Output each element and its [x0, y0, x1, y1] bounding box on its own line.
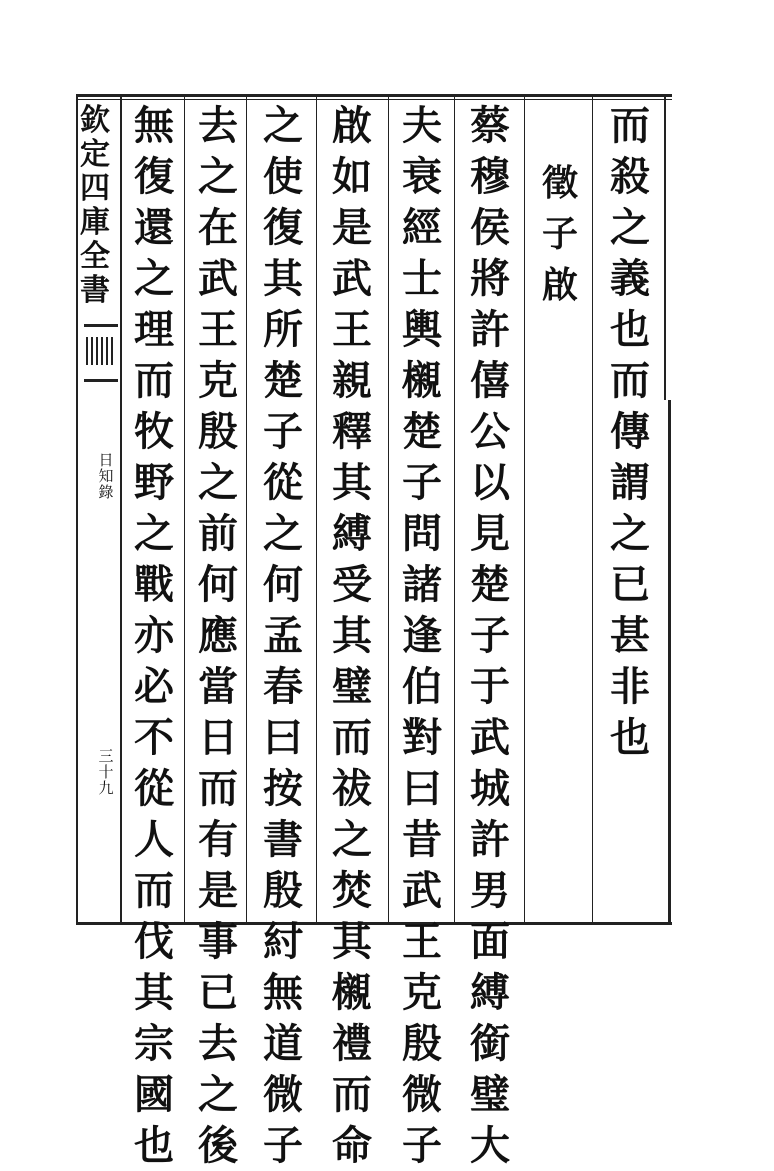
text-char: 不 [134, 714, 174, 761]
volume-char: 錄 [98, 483, 114, 501]
section-heading [532, 160, 588, 990]
text-char: 何 [263, 561, 303, 608]
text-char: 而 [610, 102, 650, 149]
fish-tail-mark [84, 324, 118, 382]
text-char: 也 [134, 1122, 174, 1169]
column-divider [246, 97, 247, 924]
text-char: 櫬 [402, 357, 442, 404]
text-char: 禮 [332, 1020, 372, 1067]
text-char: 子 [470, 612, 510, 659]
text-column-5 [324, 100, 380, 1169]
text-char: 侯 [470, 204, 510, 251]
volume-char: 知 [98, 467, 114, 485]
text-char: 是 [332, 204, 372, 251]
text-char: 啟 [332, 102, 372, 149]
book-title [80, 104, 116, 308]
text-char: 王 [332, 306, 372, 353]
text-char: 楚 [263, 357, 303, 404]
text-char: 受 [332, 561, 372, 608]
text-char: 野 [134, 459, 174, 506]
right-border [668, 400, 671, 925]
text-char: 克 [402, 969, 442, 1016]
text-char: 應 [198, 612, 238, 659]
text-char: 親 [332, 357, 372, 404]
text-char: 理 [134, 306, 174, 353]
text-char: 問 [402, 510, 442, 557]
text-char: 衰 [402, 153, 442, 200]
text-char: 公 [470, 408, 510, 455]
text-char: 而 [610, 357, 650, 404]
text-char: 子 [402, 459, 442, 506]
text-char: 之 [263, 102, 303, 149]
text-char: 其 [332, 459, 372, 506]
text-char: 甚 [610, 612, 650, 659]
text-char: 子 [402, 1122, 442, 1169]
text-char: 夫 [402, 102, 442, 149]
book-title-char: 全 [80, 239, 110, 274]
text-char: 而 [198, 765, 238, 812]
text-char: 之 [610, 204, 650, 251]
left-margin-divider [120, 94, 122, 925]
text-char: 其 [134, 969, 174, 1016]
text-char: 以 [470, 459, 510, 506]
text-char: 還 [134, 204, 174, 251]
text-char: 微 [402, 1071, 442, 1118]
text-char: 去 [198, 1020, 238, 1067]
text-char: 將 [470, 255, 510, 302]
text-char: 見 [470, 510, 510, 557]
text-char: 武 [470, 714, 510, 761]
column-divider [316, 97, 317, 924]
book-title-char: 定 [80, 137, 110, 172]
text-char: 使 [263, 153, 303, 200]
text-char: 王 [198, 306, 238, 353]
volume-char: 日 [98, 451, 114, 469]
text-char: 武 [198, 255, 238, 302]
page-number-char: 三 [98, 747, 114, 765]
text-char: 殷 [263, 867, 303, 914]
text-char: 克 [198, 357, 238, 404]
text-char: 殷 [402, 1020, 442, 1067]
text-char: 也 [610, 714, 650, 761]
text-char: 對 [402, 714, 442, 761]
text-char: 復 [263, 204, 303, 251]
text-char: 徵 [541, 162, 578, 204]
text-char: 去 [198, 102, 238, 149]
text-char: 殺 [610, 153, 650, 200]
text-char: 啟 [541, 264, 578, 306]
text-char: 如 [332, 153, 372, 200]
text-char: 已 [610, 561, 650, 608]
text-char: 銜 [470, 1020, 510, 1067]
text-char: 必 [134, 663, 174, 710]
text-char: 非 [610, 663, 650, 710]
text-char: 之 [610, 510, 650, 557]
text-char: 是 [198, 867, 238, 914]
text-column-8 [126, 100, 182, 1169]
text-char: 而 [332, 1071, 372, 1118]
text-char: 從 [263, 459, 303, 506]
text-char: 伯 [402, 663, 442, 710]
text-char: 子 [263, 1122, 303, 1169]
text-char: 縛 [332, 510, 372, 557]
text-char: 逢 [402, 612, 442, 659]
text-column-1 [602, 100, 658, 930]
column-divider [454, 97, 455, 924]
text-char: 無 [134, 102, 174, 149]
text-char: 孟 [263, 612, 303, 659]
top-border [76, 94, 672, 97]
book-title-text [80, 104, 116, 308]
text-char: 城 [470, 765, 510, 812]
book-title-char: 欽 [80, 103, 110, 138]
text-char: 許 [470, 816, 510, 863]
text-char: 王 [402, 918, 442, 965]
text-char: 其 [332, 612, 372, 659]
text-char: 之 [332, 816, 372, 863]
text-char: 昔 [402, 816, 442, 863]
text-char: 曰 [263, 714, 303, 761]
text-char: 櫬 [332, 969, 372, 1016]
text-char: 復 [134, 153, 174, 200]
text-char: 命 [332, 1122, 372, 1169]
page-number-char: 九 [98, 779, 114, 797]
text-char: 按 [263, 765, 303, 812]
text-char: 之 [198, 459, 238, 506]
text-char: 已 [198, 969, 238, 1016]
text-char: 無 [263, 969, 303, 1016]
text-char: 經 [402, 204, 442, 251]
text-column-7 [190, 100, 246, 1169]
text-char: 于 [470, 663, 510, 710]
text-char: 也 [610, 306, 650, 353]
text-char: 其 [263, 255, 303, 302]
text-char: 伐 [134, 918, 174, 965]
text-char: 穆 [470, 153, 510, 200]
text-char: 僖 [470, 357, 510, 404]
text-char: 戰 [134, 561, 174, 608]
text-char: 許 [470, 306, 510, 353]
text-char: 在 [198, 204, 238, 251]
text-char: 宗 [134, 1020, 174, 1067]
text-char: 子 [541, 213, 578, 255]
text-char: 璧 [470, 1071, 510, 1118]
book-title-char: 四 [80, 171, 110, 206]
text-char: 春 [263, 663, 303, 710]
text-char: 紂 [263, 918, 303, 965]
text-char: 大 [470, 1122, 510, 1169]
text-char: 有 [198, 816, 238, 863]
text-char: 士 [402, 255, 442, 302]
text-char: 縛 [470, 969, 510, 1016]
text-column-3 [462, 100, 518, 1169]
text-char: 國 [134, 1071, 174, 1118]
text-char: 之 [263, 510, 303, 557]
text-char: 而 [134, 867, 174, 914]
text-char: 而 [134, 357, 174, 404]
text-char: 子 [263, 408, 303, 455]
volume-title [96, 452, 116, 500]
text-char: 牧 [134, 408, 174, 455]
column-divider [592, 97, 593, 924]
page-number [96, 748, 116, 796]
text-char: 義 [610, 255, 650, 302]
text-char: 傳 [610, 408, 650, 455]
text-char: 亦 [134, 612, 174, 659]
text-char: 焚 [332, 867, 372, 914]
text-char: 前 [198, 510, 238, 557]
text-char: 殷 [198, 408, 238, 455]
column-divider [388, 97, 389, 924]
text-char: 武 [332, 255, 372, 302]
text-char: 後 [198, 1122, 238, 1169]
text-char: 道 [263, 1020, 303, 1067]
text-char: 諸 [402, 561, 442, 608]
text-char: 人 [134, 816, 174, 863]
text-column-4 [394, 100, 450, 1169]
text-char: 而 [332, 714, 372, 761]
column-divider [524, 97, 525, 924]
text-column-6 [255, 100, 311, 1169]
book-title-char: 庫 [80, 205, 110, 240]
text-char: 楚 [402, 408, 442, 455]
text-char: 當 [198, 663, 238, 710]
text-char: 釋 [332, 408, 372, 455]
left-border [76, 94, 78, 925]
text-char: 蔡 [470, 102, 510, 149]
text-char: 楚 [470, 561, 510, 608]
text-char: 之 [198, 1071, 238, 1118]
text-char: 璧 [332, 663, 372, 710]
page-number-char: 十 [98, 763, 114, 781]
text-char: 輿 [402, 306, 442, 353]
text-char: 之 [134, 510, 174, 557]
text-char: 男 [470, 867, 510, 914]
right-border-upper [664, 94, 666, 400]
text-char: 從 [134, 765, 174, 812]
text-char: 所 [263, 306, 303, 353]
text-char: 祓 [332, 765, 372, 812]
text-char: 面 [470, 918, 510, 965]
text-char: 何 [198, 561, 238, 608]
book-title-char: 書 [80, 273, 110, 308]
text-char: 其 [332, 918, 372, 965]
text-char: 武 [402, 867, 442, 914]
text-char: 之 [198, 153, 238, 200]
text-char: 曰 [402, 765, 442, 812]
column-divider [184, 97, 185, 924]
text-char: 事 [198, 918, 238, 965]
text-char: 之 [134, 255, 174, 302]
text-char: 日 [198, 714, 238, 761]
text-char: 書 [263, 816, 303, 863]
text-char: 微 [263, 1071, 303, 1118]
text-char: 謂 [610, 459, 650, 506]
